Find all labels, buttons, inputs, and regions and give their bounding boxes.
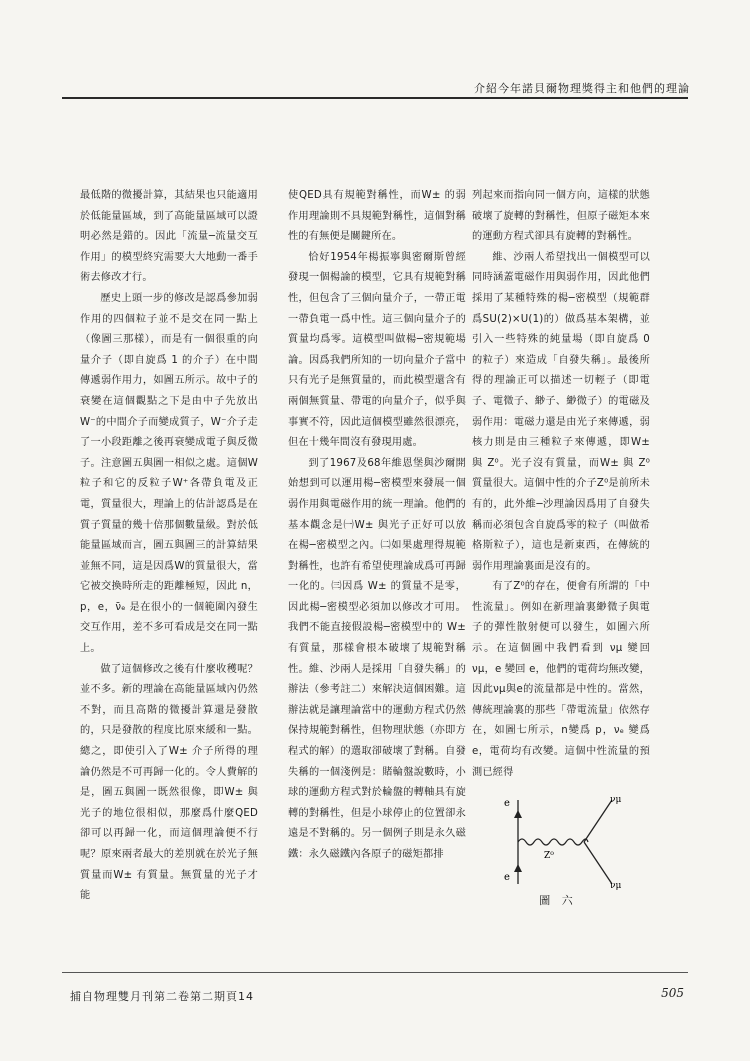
paragraph: 維、沙兩人希望找出一個模型可以同時涵蓋電磁作用與弱作用，因此他們採用了某種特殊的楊─密模型（規範群爲SU(2)×U(1)的）做爲基本架構，並引入一些特殊的純量場（即自旋爲 0 的粒子）來造成「自發失稱」。最後所得的理論正可以描述一切輕子（即電子、電微子、緲子、緲微子）的電磁及弱作用：電磁力還是由光子來傳遞，弱核力則是由三種粒子來傳遞，即W± 與 Z⁰。光子沒有質量，而W± 與 Z⁰ 質量很大。這個中性的介子Z⁰是前所未有的，此外維─沙理論因爲用了自發失稱而必須包含自旋爲零的粒子（叫做希格斯粒子），這也是新東西，在傳統的弱作用理論裏面是沒有的。 [472, 251, 650, 572]
neutrino-incoming-line [584, 842, 612, 884]
paragraph: 列起來而指向同一個方向，這樣的狀態破壞了旋轉的對稱性，但原子磁矩本來的運動方程式卻具有旋轉的對稱性。 [472, 190, 650, 243]
label-e-top: e [504, 798, 510, 809]
label-e-bottom: e [504, 872, 510, 883]
figure-caption: 圖 六 [539, 894, 577, 907]
label-z-boson: Z⁰ [544, 851, 554, 861]
electron-arrow-top [514, 810, 522, 818]
label-nu-top: νμ [610, 795, 622, 805]
feynman-diagram-figure-6 [492, 788, 632, 913]
text-column-2 [288, 186, 466, 866]
header-rule [62, 97, 688, 99]
paragraph: 到了1967及68年維恩堡與沙爾開始想到可以運用楊─密模型來發展一個弱作用與電磁作用的統一理論。他們的基本觀念是㈠W± 與光子正好可以放在楊─密模型之內。㈡如果處理得規範對稱性，也許有希望使理論成爲可再歸一化的。㈢因爲 W± 的質量不是零，因此楊─密模型必須加以修改才可用。我們不能直接假設楊─密模型中的 W± 有質量，那樣會根本破壞了規範對稱性。維、沙兩人是採用「自發失稱」的辦法（參考註二）來解決這個困難。這辦法就是讓理論當中的運動方程式仍然保持規範對稱性，但物理狀態（亦即方程式的解）的選取卻破壞了對稱。自發失稱的一個淺例是：賭輪盤說數時，小球的運動方程式對於輪盤的轉軸具有旋轉的對稱性，但是小球停止的位置卻永遠是不對稱的。另一個例子則是永久磁鐵：永久磁鐵內各原子的磁矩都排 [288, 457, 466, 860]
neutrino-outgoing-line [584, 800, 612, 842]
paragraph: 使QED具有規範對稱性，而W± 的弱作用理論則不具規範對稱性，這個對稱性的有無便是關鍵所在。 [288, 190, 466, 243]
z-boson-propagator [518, 839, 588, 845]
electron-arrow-bottom [514, 864, 522, 872]
text-column-1 [80, 186, 258, 907]
footer-journal-citation: 捕自物理雙月刊第二卷第二期頁14 [70, 990, 254, 1003]
paragraph: 做了這個修改之後有什麼收穫呢？並不多。新的理論在高能量區域內仍然不對，而且高階的微擾計算還是發散的，只是發散的程度比原來緩和一點。總之，即使引入了W± 介子所得的理論仍然是不可再歸一化的。令人費解的是，圖五與圖一既然很像，即W± 與光子的地位很相似，那麼爲什麼QED卻可以再歸一化，而這個理論便不行呢？原來兩者最大的差別就在於光子無質量而W± 有質量。無質量的光子才能 [80, 663, 258, 902]
footer-rule [62, 972, 688, 973]
paragraph: 恰好1954年楊振寧與密爾斯曾經發現一個楊論的模型，它具有規範對稱性，但包含了三個向量介子，一帶正電一帶負電一爲中性。這三個向量介子的質量均爲零。這模型叫做楊─密規範場論。因爲我們所知的一切向量介子當中只有光子是無質量的，而此模型還含有兩個無質量、帶電的向量介子，似乎與事實不符，因此這個模型雖然很漂亮，但在十幾年間沒有發現用處。 [288, 251, 466, 449]
running-header-title: 介紹今年諾貝爾物理獎得主和他們的理論 [474, 82, 690, 95]
label-nu-bottom: νμ [610, 881, 622, 891]
paragraph: 有了Z⁰的存在，便會有所謂的「中性流量」。例如在新理論裏緲微子與電子的彈性散射便可以發生，如圖六所示。在這個圖中我們看到 νμ 變回 νμ，e 變回 e，他們的電荷均無改變，因此νμ與e的流量都是中性的。當然，傳統理論裏的那些「帶電流量」依然存在，如圖七所示，n變爲 p，νₑ 變爲 e，電荷均有改變。這個中性流量的預測已經得 [472, 581, 650, 778]
text-column-3 [472, 186, 650, 783]
paragraph: 最低階的微擾計算，其結果也只能適用於低能量區域，到了高能量區域可以證明必然是錯的。因此「流量─流量交互作用」的模型終究需要大大地動一番手術去修改才行。 [80, 190, 258, 284]
paragraph: 歷史上頭一步的修改是認爲參加弱作用的四個粒子並不是交在同一點上（像圖三那樣），而是有一個很重的向量介子（即自旋爲 1 的介子）在中間傳遞弱作用力，如圖五所示。故中子的衰變在這個觀點之下是由中子先放出W⁻的中間介子而變成質子，W⁻介子走了一小段距離之後再衰變成電子與反微子。注意圖五與圖一相似之處。這個W粒子和它的反粒子W⁺各帶負電及正電，質量很大，理論上的估計認爲是在質子質量的幾十倍那個數量級。對於低能量區域而言，圖五與圖三的計算結果並無不同，這是因爲W的質量很大，當它被交換時所走的距離極短，因此 n，p，e，ν̄ₑ 是在很小的一個範圍內發生交互作用，差不多可看成是交在同一點上。 [80, 292, 258, 655]
page-number: 505 [661, 986, 684, 1000]
feynman-diagram [492, 788, 632, 898]
